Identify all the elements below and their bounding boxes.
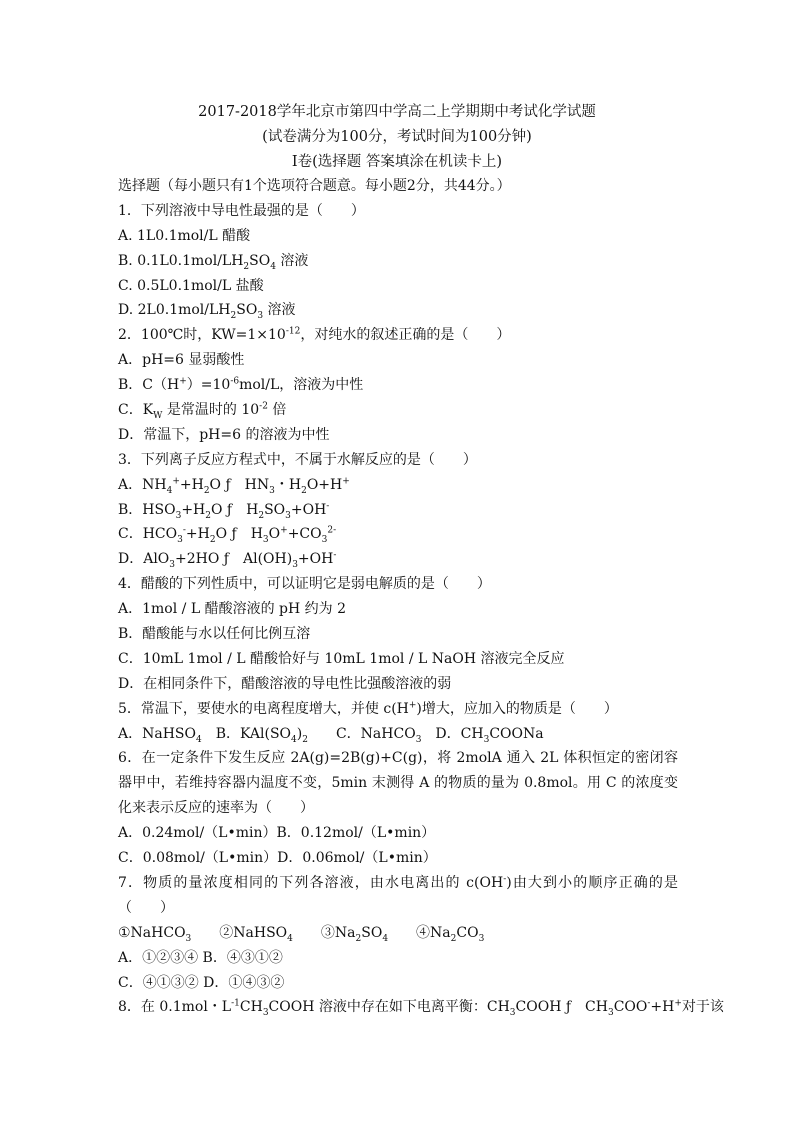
text-line: C．$HCO_3^-+H_2O$ ƒ $H_3O^++CO_3^{2-}$ [118,525,337,546]
text-line: A．pH=6 显弱酸性 [118,352,245,369]
text-line: D．AlO$_3$+2HO ƒ $Al(OH)_3+OH^-$ [118,550,337,571]
text-line: 3．下列离子反应方程式中，不属于水解反应的是（ ） [118,451,477,468]
text-line: A．NaHSO$_4$ B．$KAl(SO_4)_2$ C．NaHCO$_3$ D．$CH_3COONa$ [118,725,544,745]
exam-title: 2017-2018学年北京市第四中学高二上学期期中考试化学试题 [198,104,596,120]
text-line: C．$K_W$ 是常温时的 $10^{-2}$ 倍 [118,401,287,421]
text-line: B．$C(H^+)=10^{-6}mol/L$，溶液为中性 [118,376,364,394]
text-line: B. $0.1L0.1mol/LH_2SO_4$ 溶液 [118,252,309,272]
text-line: A．1mol / L 醋酸溶液的 pH 约为 2 [118,601,346,618]
text-line: 4．醋酸的下列性质中，可以证明它是弱电解质的是（ ） [118,576,491,593]
text-line: 6．在一定条件下发生反应 2A(g)=2B(g)+C(g)，将 2molA 通入 2L 体积恒定的密闭容器甲中，若维持容器内温度不变，5min 末测得 A 的物质的量为 0.8mol。用 C 的浓度变化来表示反应的速率为（ ） [118,750,678,817]
text-line: 8．在 0.1mol・$L^{-1}CH_3COOH$ 溶液中存在如下电离平衡：$CH_3COOH$ ƒ $CH_3COO^-+H^+$对于该 [118,998,724,1019]
text-line: 7．物质的量浓度相同的下列各溶液，由水电离出的 c(OH-)由大到小的顺序正确的是（ ） [118,874,678,916]
text-line: A．①②③④ B．④③①② [118,949,283,966]
text-line: D．常温下，pH=6 的溶液为中性 [118,426,330,443]
text-line: D. $2L0.1mol/LH_2SO_3$ 溶液 [118,302,296,322]
text-line: C. 0.5L0.1mol/L 盐酸 [118,277,264,294]
section-heading: Ⅰ卷(选择题 答案填涂在机读卡上) [291,154,503,170]
text-line: C．10mL 1mol / L 醋酸恰好与 10mL 1mol / L NaOH 溶液完全反应 [118,650,565,667]
question-body [118,174,724,1020]
text-line: 选择题（每小题只有1个选项符合题意。每小题2分，共44分。） [118,178,511,194]
text-line: C．0.08mol/（L•min）D．0.06mol/（L•min） [118,850,437,867]
text-line: D．在相同条件下，醋酸溶液的导电性比强酸溶液的弱 [118,675,452,692]
text-line: 1．下列溶液中导电性最强的是（ ） [118,202,365,219]
text-line: B．$HSO_3+H_2O$ ƒ $H_2SO_3+OH^-$ [118,500,330,521]
text-line: C．④①③② D．①④③② [118,974,285,991]
text-line: 2．100℃时，$KW=1\times 10^{-12}$，对纯水的叙述正确的是（ ） [118,326,511,344]
text-line: B．醋酸能与水以任何比例互溶 [118,626,311,643]
text-line: A. 1L0.1mol/L 醋酸 [118,227,251,244]
exam-subtitle: (试卷满分为100分，考试时间为100分钟) [262,129,532,145]
text-line: 5．常温下，要使水的电离程度增大，并使 c(H+)增大，应加入的物质是（ ） [118,700,618,717]
text-line: A．$NH_4^++H_2O$ ƒ $HN_3$・$H_2O+H^+$ [118,476,350,496]
text-line: ①NaHCO$_3$ ②NaHSO$_4$ $③Na_2SO_4$ $④Na_2CO_3$ [118,924,485,944]
text-line: A．0.24mol/（L•min）B．0.12mol/（L•min） [118,825,436,842]
